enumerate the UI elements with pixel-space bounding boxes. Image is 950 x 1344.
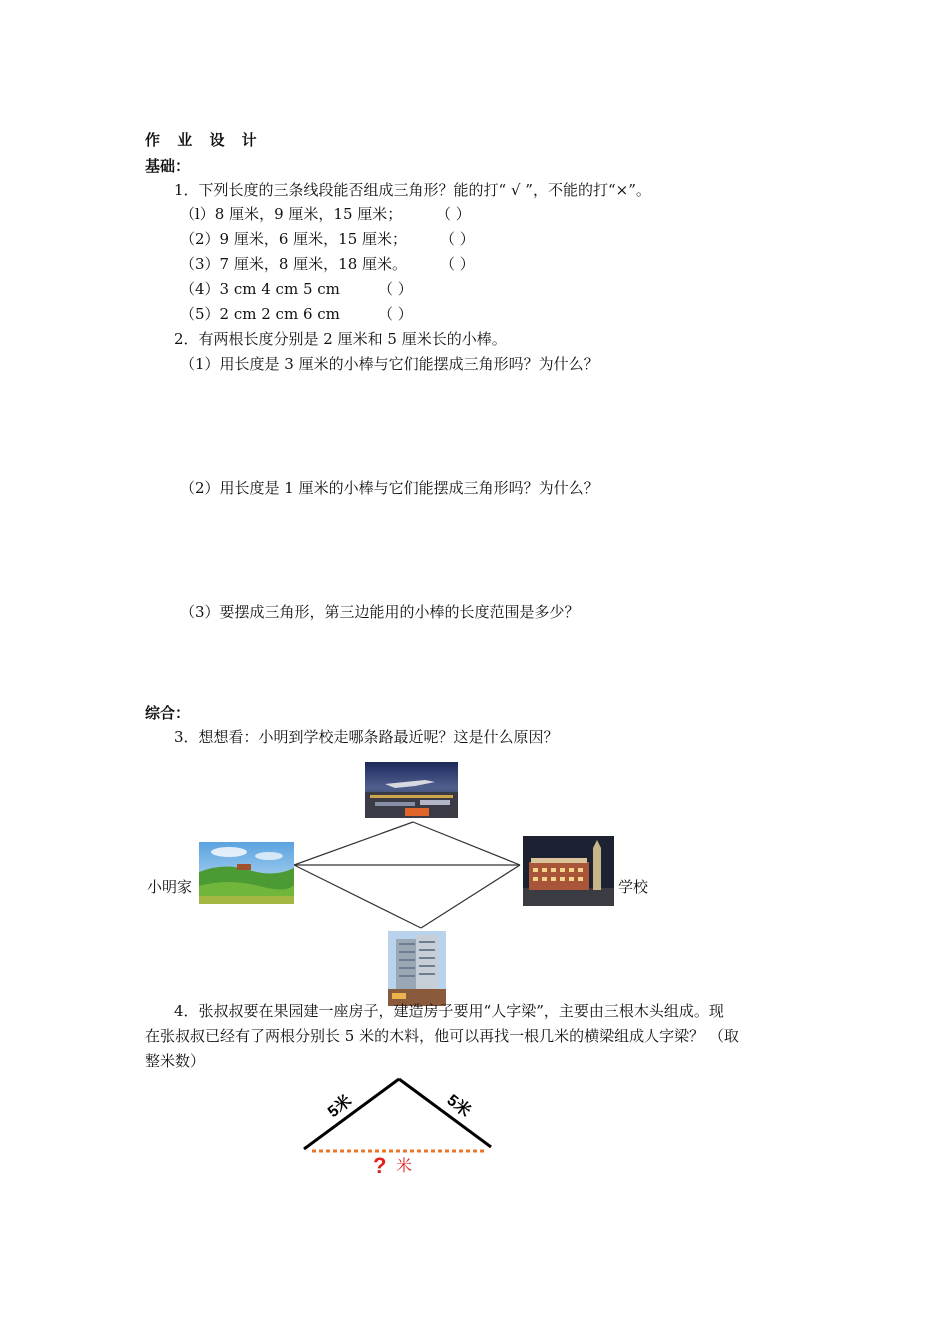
- q1-item-4-blank: （ ）: [378, 280, 413, 298]
- q1-item-1-blank: （ ）: [436, 205, 471, 223]
- q4-line1: 4．张叔叔要在果园建一座房子，建造房子要用“人字梁”，主要由三根木头组成。现: [174, 1002, 724, 1020]
- q2-stem: 2．有两根长度分别是 2 厘米和 5 厘米长的小棒。: [174, 330, 507, 348]
- q1-item-3-blank: （ ）: [440, 255, 475, 273]
- q1-item-2-blank: （ ）: [440, 230, 475, 248]
- right-beam-length: 5米: [443, 1091, 474, 1121]
- q1-item-5-label: （5）2 cm 2 cm 6 cm: [180, 305, 340, 323]
- home-label: 小明家: [147, 878, 193, 896]
- q1-item-3-label: （3）7 厘米，8 厘米，18 厘米。: [180, 255, 408, 273]
- q1-stem: 1．下列长度的三条线段能否组成三角形？能的打“ √ ”，不能的打“×”。: [174, 181, 651, 199]
- q1-item-1-label: （l）8 厘米，9 厘米，15 厘米；: [180, 205, 403, 223]
- q1-item-2-label: （2）9 厘米，6 厘米，15 厘米；: [180, 230, 408, 248]
- basic-heading: 基础：: [145, 157, 191, 175]
- school-label: 学校: [618, 878, 649, 896]
- q4-line2: 在张叔叔已经有了两根分别长 5 米的木料，他可以再找一根几米的横梁组成人字梁？ （取: [145, 1027, 739, 1045]
- left-beam-length: 5米: [324, 1092, 356, 1122]
- q2-sub1: （1）用长度是 3 厘米的小棒与它们能摆成三角形吗？为什么？: [180, 355, 599, 373]
- question-mark-icon: ?: [373, 1153, 387, 1178]
- q2-sub3: （3）要摆成三角形，第三边能用的小棒的长度范围是多少？: [180, 603, 580, 621]
- q1-item-5-blank: （ ）: [378, 305, 413, 323]
- q3-stem: 3．想想看：小明到学校走哪条路最近呢？这是什么原因？: [174, 728, 559, 746]
- unknown-unit: 米: [396, 1156, 413, 1175]
- q4-line3: 整米数）: [145, 1052, 206, 1070]
- combo-heading: 综合：: [145, 704, 191, 722]
- right-beam: [399, 1079, 491, 1147]
- page-title: 作 业 设 计: [145, 131, 263, 149]
- left-beam: [304, 1079, 399, 1149]
- q2-sub2: （2）用长度是 1 厘米的小棒与它们能摆成三角形吗？为什么？: [180, 479, 599, 497]
- q1-item-4-label: （4）3 cm 4 cm 5 cm: [180, 280, 340, 298]
